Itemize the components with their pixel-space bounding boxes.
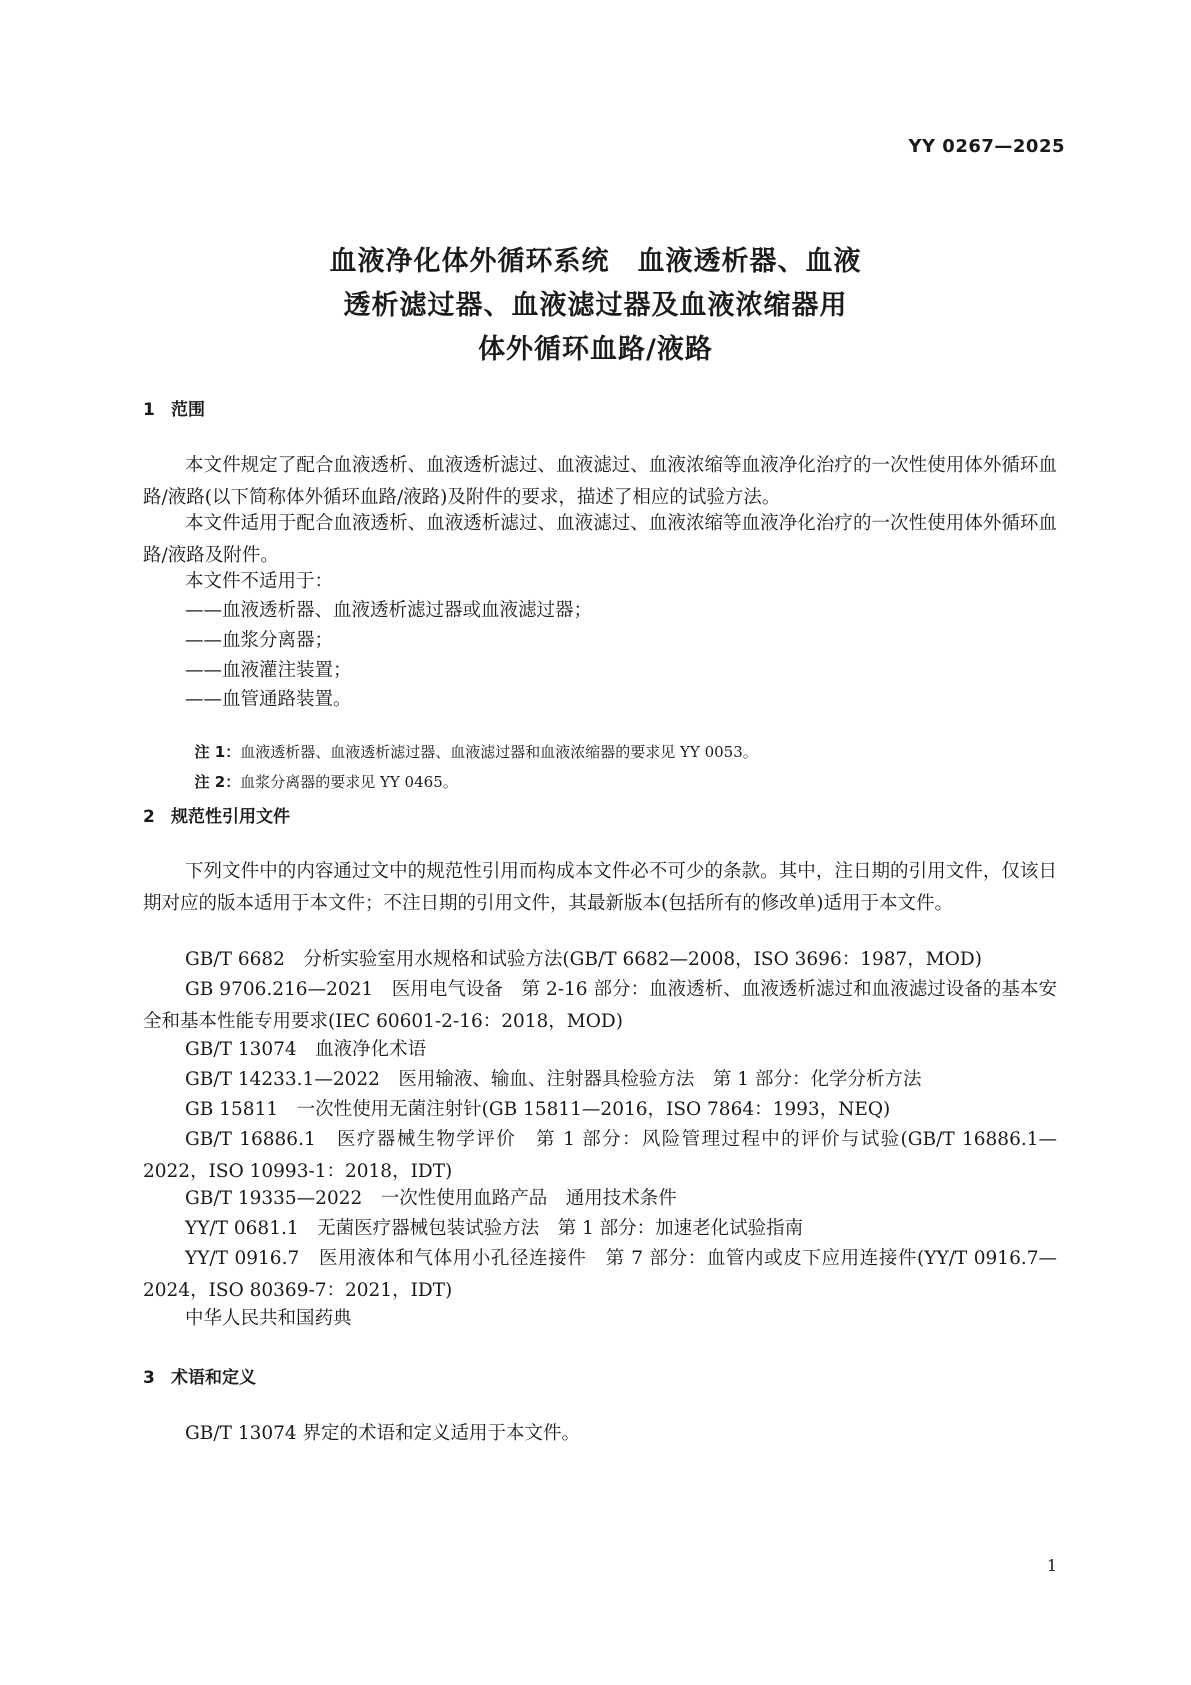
section-number: 3 [143, 1368, 155, 1388]
normative-intro: 下列文件中的内容通过文中的规范性引用而构成本文件必不可少的条款。其中，注日期的引用文件，仅该日期对应的版本适用于本文件；不注日期的引用文件，其最新版本(包括所有的修改单)适用于本文件。 [143, 861, 1057, 914]
exclusion-item: ——血浆分离器； [185, 630, 334, 651]
normative-reference: GB/T 14233.1—2022 医用输液、输血、注射器具检验方法 第 1 部分：化学分析方法 [185, 1069, 922, 1090]
exclusion-item: ——血管通路装置。 [185, 689, 352, 710]
note-text: 血液透析器、血液透析滤过器、血液滤过器和血液浓缩器的要求见 YY 0053。 [240, 743, 758, 761]
section-title: 术语和定义 [171, 1368, 256, 1388]
section-number: 2 [143, 807, 155, 827]
normative-reference: GB 9706.216—2021 医用电气设备 第 2-16 部分：血液透析、血液透析滤过和血液滤过设备的基本安全和基本性能专用要求(IEC 60601-2-16：2018，MOD) [143, 979, 1057, 1032]
normative-reference: GB/T 16886.1 医疗器械生物学评价 第 1 部分：风险管理过程中的评价与试验(GB/T 16886.1—2022，ISO 10993-1：2018，IDT) [143, 1129, 1057, 1182]
section-1-heading [143, 395, 205, 420]
standard-code: YY 0267—2025 [908, 136, 1065, 157]
note-label: 注 2： [194, 773, 241, 791]
page-number: 1 [1046, 1556, 1057, 1575]
exclusion-item: ——血液透析器、血液透析滤过器或血液滤过器； [185, 600, 593, 621]
normative-reference: YY/T 0681.1 无菌医疗器械包装试验方法 第 1 部分：加速老化试验指南 [185, 1218, 804, 1239]
section-number: 1 [143, 400, 155, 420]
note-2 [185, 746, 458, 794]
note-label: 注 1： [194, 743, 241, 761]
scope-paragraph-3: 本文件不适用于： [185, 571, 334, 592]
normative-reference: GB/T 6682 分析实验室用水规格和试验方法(GB/T 6682—2008，ISO 3696：1987，MOD) [185, 949, 982, 970]
terms-paragraph: GB/T 13074 界定的术语和定义适用于本文件。 [185, 1423, 581, 1444]
section-3-heading [143, 1363, 256, 1388]
title-line-3: 体外循环血路/液路 [478, 334, 713, 365]
normative-reference: 中华人民共和国药典 [185, 1308, 352, 1329]
section-title: 规范性引用文件 [171, 807, 290, 827]
title-line-2: 透析滤过器、血液滤过器及血液浓缩器用 [343, 290, 848, 321]
section-2-heading [143, 802, 290, 827]
normative-reference: YY/T 0916.7 医用液体和气体用小孔径连接件 第 7 部分：血管内或皮下应用连接件(YY/T 0916.7—2024，ISO 80369-7：2021，IDT) [143, 1248, 1057, 1301]
scope-paragraph-1: 本文件规定了配合血液透析、血液透析滤过、血液滤过、血液浓缩等血液净化治疗的一次性使用体外循环血路/液路(以下简称体外循环血路/液路)及附件的要求，描述了相应的试验方法。 [143, 455, 1057, 508]
normative-reference: GB/T 13074 血液净化术语 [185, 1039, 427, 1060]
note-text: 血浆分离器的要求见 YY 0465。 [240, 773, 458, 791]
document-title [0, 240, 1191, 372]
title-line-1: 血液净化体外循环系统 血液透析器、血液 [329, 246, 862, 277]
exclusion-item: ——血液灌注装置； [185, 660, 352, 681]
normative-reference: GB/T 19335—2022 一次性使用血路产品 通用技术条件 [185, 1188, 677, 1209]
scope-paragraph-2: 本文件适用于配合血液透析、血液透析滤过、血液滤过、血液浓缩等血液净化治疗的一次性使用体外循环血路/液路及附件。 [143, 513, 1057, 566]
section-title: 范围 [171, 400, 205, 420]
normative-reference: GB 15811 一次性使用无菌注射针(GB 15811—2016，ISO 7864：1993，NEQ) [185, 1099, 891, 1120]
